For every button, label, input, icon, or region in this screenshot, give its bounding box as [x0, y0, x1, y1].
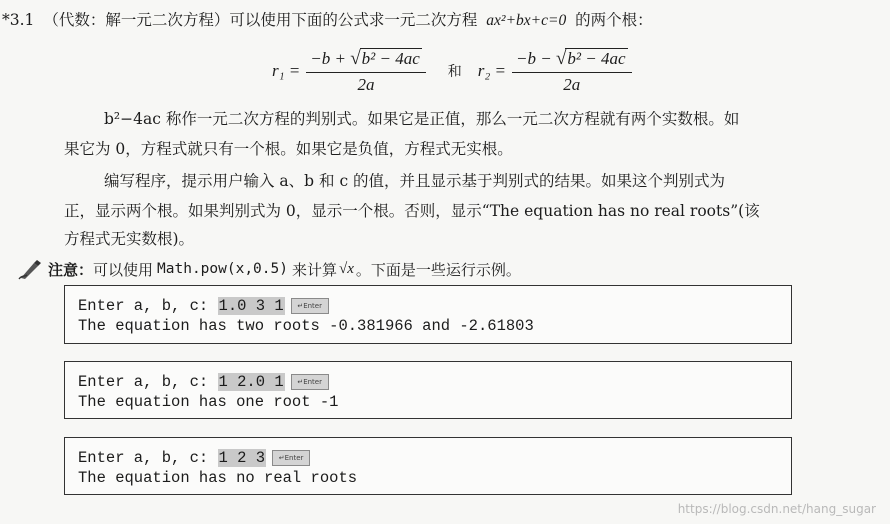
note-code: Math.pow(x,0.5) [157, 261, 288, 277]
prompt-line: Enter a, b, c: 1 2.0 1 ↵Enter [78, 372, 791, 392]
exercise-equation: ax²+bx+c=0 [486, 12, 567, 29]
output-line: The equation has one root -1 [78, 393, 339, 411]
paragraph-2-line-2: 正，显示两个根。如果判别式为 0，显示一个根。否则，显示“The equation has no real roots”(该 [64, 202, 760, 220]
user-input: 1 2 3 [218, 449, 266, 467]
note-suffix: 。下面是一些运行示例。 [355, 260, 521, 279]
note-sqrt-expression: √x [339, 260, 354, 277]
r1-fraction [306, 48, 426, 95]
prompt-line: Enter a, b, c: 1 2 3 ↵Enter [78, 448, 791, 468]
r2-radicand: b² − 4ac [567, 48, 626, 68]
r1-label: r₁ = [272, 61, 301, 80]
r2-label: r₂ = [477, 61, 507, 80]
r2-denominator: 2a [563, 74, 581, 94]
sample-run-2 [64, 361, 792, 419]
note-middle: 来计算 [291, 260, 337, 279]
sqrt-icon: √ [555, 47, 567, 69]
pen-icon [18, 258, 44, 280]
r2-numerator: −b − √b² − 4ac [512, 48, 632, 73]
exercise-heading [2, 9, 653, 32]
paragraph-2-line-3: 方程式无实数根)。 [64, 230, 195, 248]
watermark: https://blog.csdn.net/hang_sugar [677, 502, 876, 516]
note-prefix: 可以使用 [93, 260, 154, 279]
sample-run-1 [64, 285, 792, 344]
exercise-title: （代数：解一元二次方程）可以使用下面的公式求一元二次方程 [43, 11, 478, 29]
sample-run-3 [64, 437, 792, 495]
exercise-number: *3.1 [2, 11, 35, 29]
sqrt-icon: √ [350, 47, 361, 69]
r1-numerator: −b + √b² − 4ac [306, 48, 426, 73]
enter-key-icon: ↵Enter [291, 298, 329, 314]
r1-radicand: b² − 4ac [361, 48, 420, 68]
exercise-tail: 的两个根： [575, 11, 653, 29]
output-line: The equation has two roots -0.381966 and -2.61803 [78, 317, 534, 335]
note [18, 258, 521, 280]
quadratic-formula [272, 44, 638, 98]
r2-fraction [512, 48, 632, 95]
paragraph-1-line-1: b²−4ac 称作一元二次方程的判别式。如果它是正值，那么一元二次方程就有两个实数根。如 [104, 110, 740, 128]
prompt-line: Enter a, b, c: 1.0 3 1 ↵Enter [78, 296, 791, 316]
note-label: 注意： [48, 260, 94, 279]
output-line: The equation has no real roots [78, 469, 358, 487]
paragraph-1-line-2: 果它为 0，方程式就只有一个根。如果它是负值，方程式无实根。 [64, 140, 513, 158]
enter-key-icon: ↵Enter [272, 450, 310, 466]
paragraph-2-line-1: 编写程序，提示用户输入 a、b 和 c 的值，并且显示基于判别式的结果。如果这个判别式为 [104, 172, 726, 190]
r1-denominator: 2a [357, 74, 375, 94]
user-input: 1.0 3 1 [218, 297, 284, 315]
and-text: 和 [447, 64, 462, 80]
enter-key-icon: ↵Enter [291, 374, 329, 390]
user-input: 1 2.0 1 [218, 373, 284, 391]
